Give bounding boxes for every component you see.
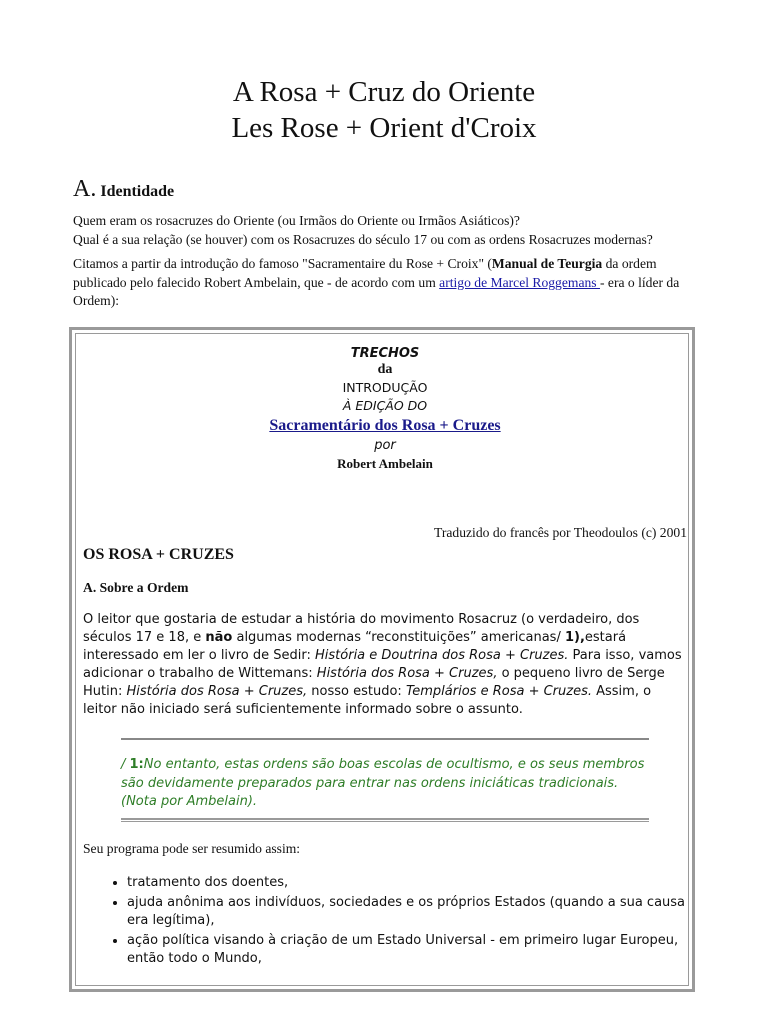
para-book-title: Templários e Rosa + Cruzes. xyxy=(405,684,592,699)
title-line-2: Les Rose + Orient d'Croix xyxy=(231,112,537,144)
para-book-title: História e Doutrina dos Rosa + Cruzes. xyxy=(315,648,569,663)
citation-bold: Manual de Teurgia xyxy=(491,256,603,271)
book-title-link[interactable]: Sacramentário dos Rosa + Cruzes xyxy=(269,417,501,434)
footnote-divider-bottom xyxy=(121,818,649,822)
para-book-title: História dos Rosa + Cruzes, xyxy=(316,666,498,681)
section-a-heading xyxy=(73,176,174,203)
footnote-ref: 1: xyxy=(129,757,144,772)
translation-credit: Traduzido do francês por Theodoulos (c) 2001 xyxy=(434,525,687,540)
program-intro: Seu programa pode ser resumido assim: xyxy=(83,840,301,856)
intro-question-1: Quem eram os rosacruzes do Oriente (ou Irmãos do Oriente ou Irmãos Asiáticos)? xyxy=(73,213,520,228)
title-line-1: A Rosa + Cruz do Oriente xyxy=(232,76,536,108)
article-link[interactable]: artigo de Marcel Roggemans xyxy=(439,274,600,290)
para-footnote-ref: 1), xyxy=(564,630,585,645)
section-title: Identidade xyxy=(100,183,175,200)
chapter-heading: OS ROSA + CRUZES xyxy=(83,546,234,563)
footnote-text xyxy=(121,740,649,818)
para-text: estará interessado em ler o livro de Sedir: xyxy=(83,630,627,663)
excerpt-book-title-wrap xyxy=(83,415,687,437)
page-title xyxy=(0,74,768,146)
excerpt-content xyxy=(83,334,687,970)
intro-citation xyxy=(73,255,693,311)
para-text: Para isso, vamos adicionar o trabalho de Wittemans: xyxy=(83,648,682,681)
excerpt-da: da xyxy=(377,362,393,377)
citation-text-3: - era o líder da Ordem): xyxy=(73,274,680,308)
footnote-prefix: / xyxy=(121,757,130,772)
footnote-box xyxy=(121,738,649,822)
excerpt-por: por xyxy=(374,438,396,453)
para-text: algumas modernas “reconstituições” americanas/ xyxy=(232,630,565,645)
excerpt-author: Robert Ambelain xyxy=(337,456,433,471)
intro-text xyxy=(73,212,693,311)
list-item: • ajuda anônima aos indivíduos, sociedades e os próprios Estados (quando a sua causa era legítima), xyxy=(127,894,687,930)
body-paragraph xyxy=(83,611,687,719)
excerpt-edicao: À EDIÇÃO DO xyxy=(342,398,428,413)
program-list xyxy=(83,874,687,968)
excerpt-frame-inner xyxy=(75,333,689,986)
citation-text: Citamos a partir da introdução do famoso "Sacramentaire du Rose + Croix" ( xyxy=(73,256,492,271)
para-text: o pequeno livro de Serge Hutin: xyxy=(83,666,665,699)
list-item: • ação política visando à criação de um Estado Universal - em primeiro lugar Europeu, então todo o Mundo, xyxy=(127,932,687,968)
list-item: • tratamento dos doentes, xyxy=(127,874,687,892)
para-book-title: História dos Rosa + Cruzes, xyxy=(126,684,308,699)
para-text: O leitor que gostaria de estudar a história do movimento Rosacruz (o verdadeiro, dos séculos 17 e 18, e xyxy=(83,612,640,645)
subsection-heading: A. Sobre a Ordem xyxy=(83,580,189,595)
citation-text-2: da ordem publicado pelo falecido Robert Ambelain, que - de acordo com um xyxy=(73,256,657,290)
excerpt-trechos: TRECHOS xyxy=(350,346,420,361)
para-text: nosso estudo: xyxy=(307,684,406,699)
intro-question-2: Qual é a sua relação (se houver) com os Rosacruzes do século 17 ou com as ordens Rosacruzes modernas? xyxy=(73,231,653,247)
section-letter: A. xyxy=(73,176,97,202)
excerpt-introducao: INTRODUÇÃO xyxy=(342,380,428,395)
footnote-body: No entanto, estas ordens são boas escolas de ocultismo, e os seus membros são devidamente preparados para entrar nas ordens iniciáticas tradicionais.(Nota por Ambelain). xyxy=(121,757,645,809)
excerpt-frame xyxy=(69,327,695,992)
para-bold: não xyxy=(205,630,233,645)
para-text: Assim, o leitor não iniciado será suficientemente informado sobre o assunto. xyxy=(83,684,652,717)
